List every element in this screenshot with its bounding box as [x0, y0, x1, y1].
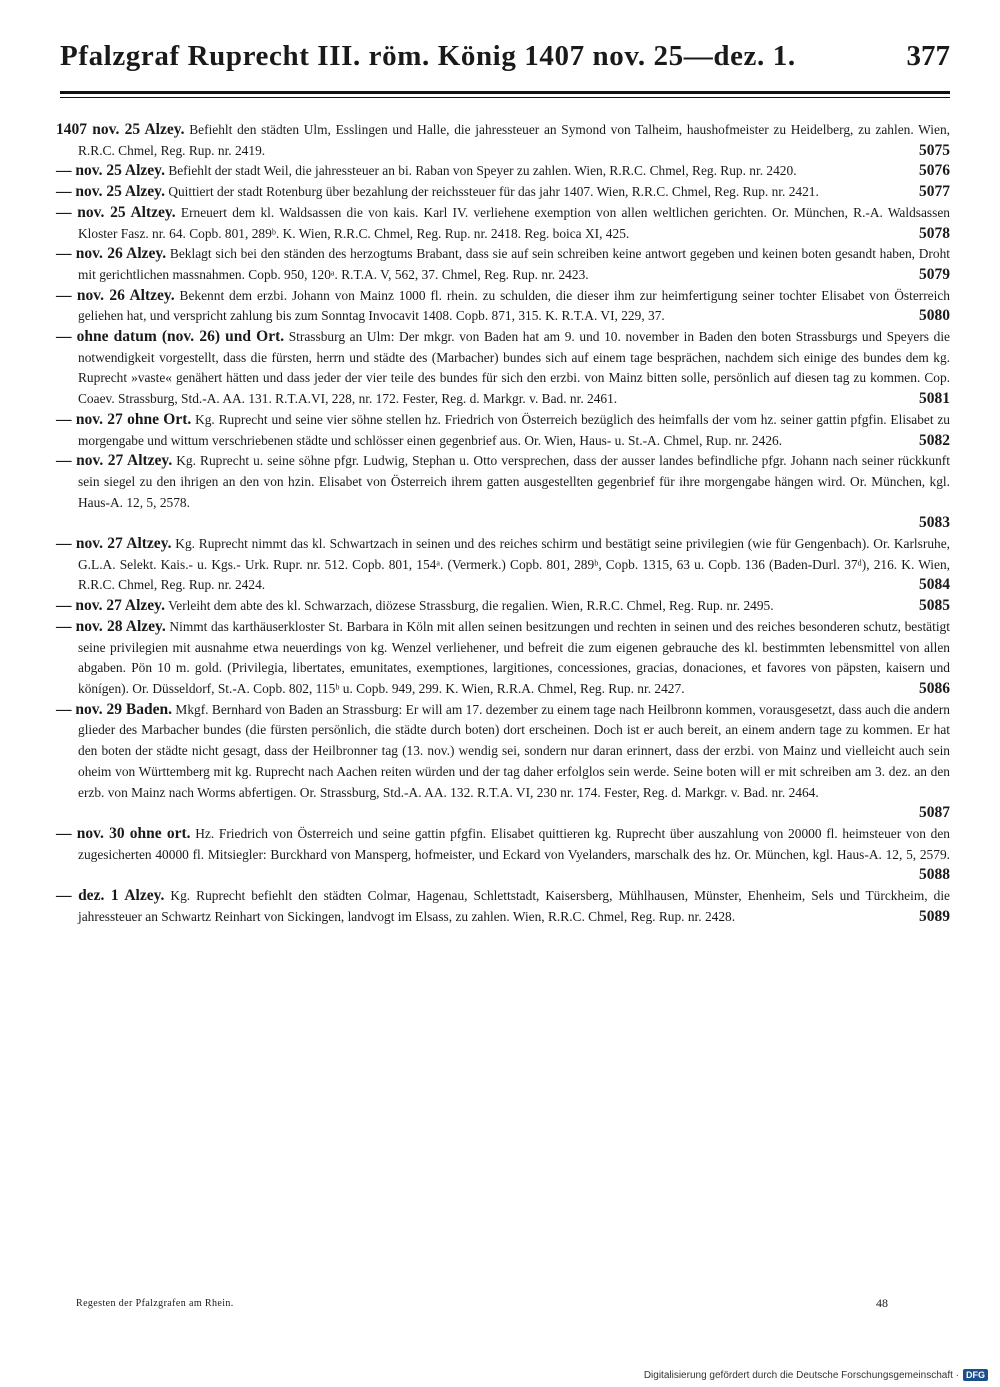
entry-number: 5081 — [913, 389, 950, 410]
entry-date-place: — dez. 1 Alzey. — [56, 887, 165, 905]
regest-entry — [56, 410, 950, 451]
entry-date-place: — nov. 25 Altzey. — [56, 203, 176, 221]
entry-text: Quittiert der stadt Rotenburg über bezahlung der reichssteuer für das jahr 1407. Wien, R.R.C. Chmel, Reg. Rup. nr. 2421. — [168, 184, 819, 200]
entry-text: Kg. Ruprecht u. seine söhne pfgr. Ludwig, Stephan u. Otto versprechen, dass der ausser landes befindliche pfgr. Johann nach seiner rückkunft sein siegel zu den ihrigen an den von hzin. Elisabet von Österreich ihrem gatten ausgestellten gegenbrief für ihre morgengabe hängen wird. Or. München, kgl. Haus-A. 12, 5, 2578. — [78, 453, 950, 510]
entry-number: 5089 — [913, 907, 950, 928]
regest-entry — [56, 886, 950, 927]
footer-series-title: Regesten der Pfalzgrafen am Rhein. — [76, 1298, 234, 1309]
regest-entry — [56, 286, 950, 327]
entry-date-place: — nov. 27 Alzey. — [56, 597, 165, 615]
entry-number: 5088 — [913, 865, 950, 886]
regest-entry — [56, 120, 950, 161]
page-title: Pfalzgraf Ruprecht III. röm. König 1407 nov. 25—dez. 1. — [60, 40, 796, 72]
entry-date-place: — nov. 25 Alzey. — [56, 183, 165, 201]
entry-date-place: 1407 nov. 25 Alzey. — [56, 121, 185, 138]
regest-entry — [56, 451, 950, 534]
entry-number: 5087 — [78, 803, 950, 824]
entry-text: Hz. Friedrich von Österreich und seine gattin pfgfin. Elisabet quittieren kg. Ruprecht über auszahlung von 20000 fl. heimsteuer von den zugesicherten 40000 fl. Mitsiegler: Burckhard von Mansperg, hofmeister, und Eckard von Vyelanders, marschalk des hz. Or. München, kgl. Haus-A. 12, 5, 2579. — [78, 825, 950, 862]
entry-text: Kg. Ruprecht befiehlt den städten Colmar, Hagenau, Schlettstadt, Kaisersberg, Mühlhausen, Münster, Ehenheim, Sels und Türckheim, die jahressteuer an Schwartz Reinhart von Sickingen, landvogt im Elsass, zu zahlen. Wien, R.R.C. Chmel, Reg. Rup. nr. 2428. — [78, 888, 950, 924]
regest-entry — [56, 244, 950, 285]
entry-number: 5084 — [913, 575, 950, 596]
entry-text: Verleiht dem abte des kl. Schwarzach, diözese Strassburg, die regalien. Wien, R.R.C. Chmel, Reg. Rup. nr. 2495. — [168, 598, 774, 614]
entry-number: 5083 — [78, 513, 950, 534]
entry-text: Nimmt das karthäuserkloster St. Barbara in Köln mit allen seinen besitzungen und rechten in seinen und des reiches besonderen schutz, bestätigt seine privilegien mit ausnahme etwa neuerdings von kg. Wenzel verliehener, und befreit die zum eigenen gebrauche des kl. bestimmten lebensmittel von allen abgaben. Pön 10 m. gold. (Privilegia, libertates, emunitates, exemptiones, largitiones, concessiones, gracias, donaciones, et favores von päpsten, kaisern und könígen). Or. Düsseldorf, St.-A. Copb. 802, 115ᵇ u. Copb. 949, 299. K. Wien, R.R.A. Chmel, Reg. Rup. nr. 2427. — [78, 618, 950, 696]
entry-date-place: — nov. 26 Alzey. — [56, 245, 167, 263]
entry-number: 5077 — [913, 182, 950, 203]
header-rule — [60, 91, 950, 94]
entry-text: Beklagt sich bei den ständen des herzogtums Brabant, dass sie auf sein schreiben keine antwort gegeben und keinen boten gesandt haben, Droht mit gerichtlichen massnahmen. Copb. 950, 120ᵃ. R.T.A. V, 562, 37. Chmel, Reg. Rup. nr. 2423. — [78, 246, 950, 282]
entry-number: 5078 — [913, 224, 950, 245]
footer-sheet-number: 48 — [876, 1296, 888, 1310]
entry-text: Befiehlt der stadt Weil, die jahressteuer an bi. Raban von Speyer zu zahlen. Wien, R.R.C. Chmel, Reg. Rup. nr. 2420. — [168, 163, 797, 179]
entry-date-place: — nov. 27 Altzey. — [56, 452, 173, 470]
entry-date-place: — nov. 27 ohne Ort. — [56, 410, 192, 428]
entry-number: 5082 — [913, 431, 950, 452]
entry-text: Befiehlt den städten Ulm, Esslingen und Halle, die jahressteuer an Symond von Talheim, haushofmeister zu Heidelberg, zu zahlen. Wien, R.R.C. Chmel, Reg. Rup. nr. 2419. — [78, 122, 950, 158]
regest-entry — [56, 161, 950, 182]
entry-text: Mkgf. Bernhard von Baden an Strassburg: Er will am 17. dezember zu einem tage nach Heilbronn kommen, vorausgesetzt, dass auch die andern glieder des Marbacher bundes (die fürsten persönlich, die städte durch boten) dort erscheinen. Doch ist er auch bereit, an einem andern tage zu kommen. Er hat den boten der städte nicht gesagt, dass der Heilbronner tag (13. nov.) wendig sei, sondern nur daran erinnert, dass der erzbi. von Mainz und vielleicht auch sein oheim von Württemberg mit kg. Ruprecht nach Aachen reiten würden und der tag daher erfolglos sein werde. Seine boten will er mit schreiben am 3. dez. an den erzb. von Mainz nach Worms abfertigen. Or. Strassburg, Std.-A. AA. 132. R.T.A. VI, 230 nr. 174. Fester, Reg. d. Markgr. v. Bad. nr. 2464. — [78, 701, 950, 800]
entry-number: 5079 — [913, 265, 950, 286]
entry-date-place: — nov. 29 Baden. — [56, 700, 172, 718]
entry-text: Kg. Ruprecht nimmt das kl. Schwartzach in seinen und des reiches schirm und bestätigt seine privilegien (wie für Gengenbach). Or. Karlsruhe, G.L.A. Selekt. Kais.- u. Kgs.- Urk. Rupr. nr. 512. Copb. 801, 154ᵃ. (Vermerk.) Copb. 801, 289ᵇ, Copb. 1315, 63 u. Copb. 136 (Baden-Durl. 37ᵈ), 216. K. Wien, R.R.C. Chmel, Reg. Rup. nr. 2424. — [78, 536, 950, 593]
entry-date-place: — nov. 28 Alzey. — [56, 617, 166, 635]
regest-entry — [56, 824, 950, 886]
digitization-credit — [644, 1369, 988, 1381]
regesta-list — [56, 120, 950, 927]
entry-number: 5076 — [913, 161, 950, 182]
entry-number: 5075 — [913, 141, 950, 162]
entry-date-place: — ohne datum (nov. 26) und Ort. — [56, 328, 285, 346]
entry-date-place: — nov. 25 Alzey. — [56, 162, 165, 180]
entry-number: 5080 — [913, 306, 950, 327]
regest-entry — [56, 617, 950, 700]
entry-date-place: — nov. 27 Altzey. — [56, 535, 172, 553]
entry-text: Erneuert dem kl. Waldsassen die von kais. Karl IV. verliehene exemption von allen weltlichen gerichten. Or. München, R.-A. Waldsassen Kloster Fasz. nr. 64. Copb. 801, 289ᵇ. K. Wien, R.R.C. Chmel, Reg. Rup. nr. 2418. Reg. boica XI, 425. — [78, 204, 950, 241]
entry-text: Bekennt dem erzbi. Johann von Mainz 1000 fl. rhein. zu schulden, die dieser ihm zur heimfertigung seiner tochter Elisabet von Österreich geliehen hat, und verspricht zahlung bis zum Sonntag Invocavit 1408. Copb. 871, 315. K. R.T.A. VI, 229, 37. — [78, 287, 950, 324]
regest-entry — [56, 534, 950, 596]
entry-text: Strassburg an Ulm: Der mkgr. von Baden hat am 9. und 10. november in Baden den boten Strassburgs und Speyers die notwendigkeit vorgestellt, dass die fürsten, herrn und städte des (Marbacher) bundes sich auf einem tage besprächen, nachdem sich einige des bundes dem kg. Ruprecht »vaste« genähert hätten und dass jeder der vier teile des bundes für sich den erzbi. von Mainz bitten solle, persönlich auf diesen tag zu kommen. Cop. Coaev. Strassburg, Std.-A. AA. 131. R.T.A.VI, 228, nr. 172. Fester, Reg. d. Markgr. v. Bad. nr. 2461. — [78, 329, 950, 407]
regest-entry — [56, 182, 950, 203]
regest-entry — [56, 327, 950, 410]
credit-text: Digitalisierung gefördert durch die Deutsche Forschungsgemeinschaft · — [643, 1369, 959, 1381]
entry-date-place: — nov. 30 ohne ort. — [56, 824, 191, 842]
page-header — [60, 40, 950, 73]
regest-entry — [56, 700, 950, 824]
entry-number: 5086 — [913, 679, 950, 700]
entry-number: 5085 — [913, 596, 950, 617]
page-number: 377 — [906, 40, 950, 72]
regest-entry — [56, 203, 950, 244]
entry-text: Kg. Ruprecht und seine vier söhne stellen hz. Friedrich von Österreich bezüglich des heimfalls der vom hz. seiner gattin pfgfin. Elisabet zu morgengabe und wittum verschriebenen städte und schlösser einen gegenbrief aus. Or. Wien, Haus- u. St.-A. Chmel, Rup. nr. 2426. — [78, 411, 950, 448]
dfg-logo-icon: DFG — [963, 1369, 988, 1381]
entry-date-place: — nov. 26 Altzey. — [56, 286, 175, 304]
regest-entry — [56, 596, 950, 617]
